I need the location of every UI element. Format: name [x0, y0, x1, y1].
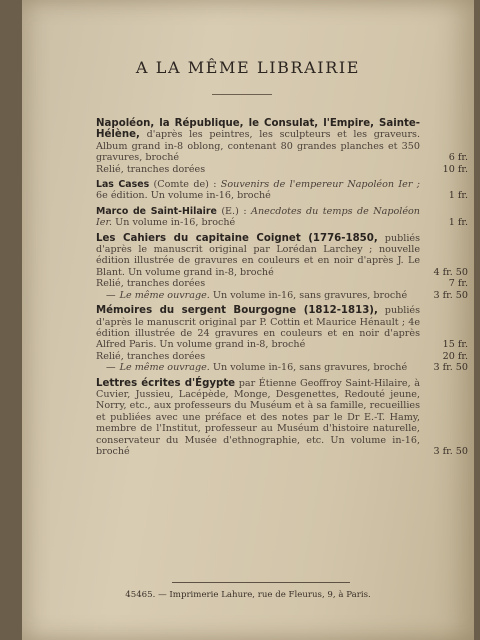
entry-bound-label: Relié, tranches dorées [96, 163, 206, 175]
entry-author-note: (Comte de) : [153, 179, 217, 191]
entry-alternate-edition [96, 362, 468, 373]
entry-description: publiés d'après le manuscrit original par Lorédan Larchey ; nouvelle édition illustrée de gravures en couleurs et en noir d'après J. Le Blant. Un volume grand in-8, broché [96, 232, 420, 278]
entry-main [96, 305, 468, 351]
entry-work-title: Anecdotes du temps de Napoléon Ier. [96, 205, 420, 229]
entry-alt-description: Un volume in-16, sans gravures, broché [212, 362, 408, 374]
entry-description: Un volume in-16, broché [115, 217, 236, 229]
em-dash: — [106, 289, 116, 301]
footer-rule [172, 582, 350, 583]
catalog-entry-lettres-egypte [96, 378, 468, 458]
entry-alternate-edition [96, 290, 468, 301]
entry-main [96, 179, 468, 202]
entry-bound-price: 20 fr. [442, 350, 468, 362]
entry-main [96, 233, 468, 279]
entry-bound-line [96, 164, 468, 175]
entry-title: Las Cases [96, 179, 150, 191]
entry-title: Napoléon, la République, le Consulat, l'Empire, Sainte-Hélène, [96, 118, 420, 141]
catalog-entry-saint-hilaire [96, 206, 468, 229]
entry-work-title: Souvenirs de l'empereur Napoléon Ier ; [220, 179, 420, 191]
entry-title: Les Cahiers du capitaine Coignet (1776-1850, [96, 232, 378, 244]
entry-title: Marco de Saint-Hilaire [96, 205, 217, 217]
catalog-entry-napoleon [96, 118, 468, 175]
entry-price: 15 fr. [442, 339, 468, 351]
entry-title: Lettres écrites d'Égypte [96, 377, 236, 389]
entry-alt-price: 3 fr. 50 [433, 289, 468, 301]
entry-description: d'après les peintres, les sculpteurs et les graveurs. Album grand in-8 oblong, contenant 80 grandes planches et 350 gravures, broché [96, 129, 420, 164]
entry-alt-description: Un volume in-16, sans gravures, broché [212, 289, 408, 301]
book-page [22, 0, 474, 640]
em-dash: — [106, 362, 116, 374]
entry-alt-title: Le même ouvrage. [119, 362, 210, 374]
entry-price: 4 fr. 50 [433, 266, 468, 278]
entry-price: 6 fr. [448, 152, 468, 164]
catalog-entries [96, 118, 468, 461]
entry-title: Mémoires du sergent Bourgogne (1812-1813), [96, 305, 378, 317]
catalog-entry-las-cases [96, 179, 468, 202]
entry-price: 1 fr. [448, 217, 468, 229]
entry-author-note: (E.) : [221, 205, 247, 217]
entry-description: par Étienne Geoffroy Saint-Hilaire, à Cuvier, Jussieu, Lacépède, Monge, Desgenettes, Redouté jeune, Norry, etc., aux professeurs du Muséum et à sa famille, recueillies et publiées avec une préface et des notes par le Dr E.-T. Hamy, membre de l'Institut, professeur au Muséum d'histoire naturelle, conservateur du Musée d'ethnographie, etc. Un volume in-16, broché [96, 377, 420, 457]
printer-imprint: 45465. — Imprimerie Lahure, rue de Fleurus, 9, à Paris. [125, 590, 371, 600]
entry-bound-label: Relié, tranches dorées [96, 350, 206, 362]
heading-rule [212, 94, 272, 95]
catalog-entry-bourgogne [96, 305, 468, 373]
entry-bound-price: 7 fr. [448, 278, 468, 290]
entry-description: publiés d'après le manuscrit original par P. Cottin et Maurice Hénault ; 4e édition illustrée de 24 gravures en couleurs et en noir d'après Alfred Paris. Un volume grand in-8, broché [96, 305, 420, 351]
entry-price: 1 fr. [448, 190, 468, 202]
entry-main [96, 378, 468, 458]
entry-alt-title: Le même ouvrage. [119, 289, 210, 301]
entry-bound-line [96, 278, 468, 289]
entry-bound-line [96, 351, 468, 362]
page-heading: A LA MÊME LIBRAIRIE [135, 58, 361, 77]
entry-description: 6e édition. Un volume in-16, broché [96, 190, 271, 202]
entry-main [96, 206, 468, 229]
entry-alt-price: 3 fr. 50 [433, 362, 468, 374]
entry-bound-label: Relié, tranches dorées [96, 278, 206, 290]
entry-bound-price: 10 fr. [442, 163, 468, 175]
catalog-entry-coignet [96, 233, 468, 301]
entry-price: 3 fr. 50 [433, 445, 468, 457]
entry-main [96, 118, 468, 164]
